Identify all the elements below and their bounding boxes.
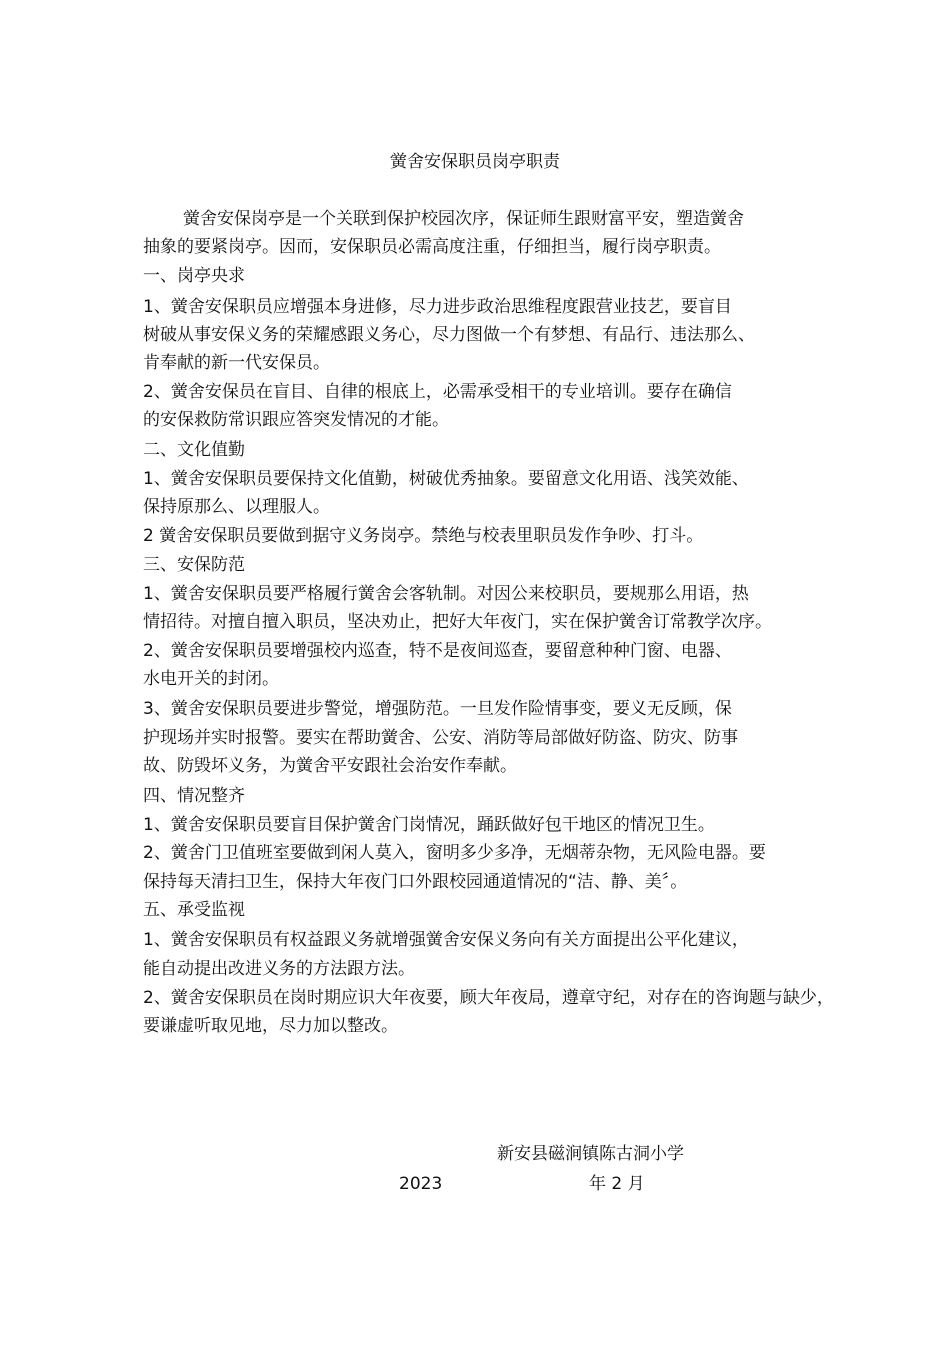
paragraph-line: 情招待。对擅自擅入职员，坚决劝止，把好大年夜门，实在保护黉舍订常教学次序。 [143,612,772,632]
paragraph-line: 2、黉舍门卫值班室要做到闲人莫入，窗明多少多净，无烟蒂杂物，无风险电器。要 [143,843,766,863]
paragraph-line: 肯奉献的新一代安保员。 [143,353,330,373]
paragraph-line: 要谦虚听取见地，尽力加以整改。 [143,1016,398,1036]
paragraph-line: 1、黉舍安保职员应增强本身进修，尽力进步政治思维程度跟营业技艺，要盲目 [143,297,732,317]
paragraph-line: 护现场并实时报警。要实在帮助黉舍、公安、消防等局部做好防盗、防灾、防事 [143,728,738,748]
signature-year: 2023 [399,1174,443,1194]
paragraph-line: 2 黉舍安保职员要做到据守义务岗亭。禁绝与校表里职员发作争吵、打斗。 [143,526,704,546]
paragraph-line: 2、黉舍安保员在盲目、自律的根底上，必需承受相干的专业培训。要存在确信 [143,382,732,402]
paragraph-line: 1、黉舍安保职员要保持文化值勤，树破优秀抽象。要留意文化用语、浅笑效能、 [143,469,749,489]
paragraph-line: 故、防毁坏义务，为黉舍平安跟社会治安作奉献。 [143,756,517,776]
section-heading: 一、岗亭央求 [143,266,245,286]
section-heading: 二、文化值勤 [143,440,245,460]
paragraph-line: 的安保救防常识跟应答突发情况的才能。 [143,410,449,430]
paragraph-line: 2、黉舍安保职员要增强校内巡查，特不是夜间巡查，要留意种种门窗、电器、 [143,641,732,661]
paragraph-line: 树破从事安保义务的荣耀感跟义务心，尽力图做一个有梦想、有品行、违法那么、 [143,325,755,345]
paragraph-line: 抽象的要紧岗亭。因而，安保职员必需高度注重，仔细担当，履行岗亭职责。 [143,237,721,257]
paragraph-line: 1、黉舍安保职员有权益跟义务就增强黉舍安保义务向有关方面提出公平化建议， [143,930,749,950]
paragraph-line: 保持原那么、以理服人。 [143,497,330,517]
paragraph-line: 水电开关的封闭。 [143,669,279,689]
paragraph-line: 能自动提出改进义务的方法跟方法。 [143,959,415,979]
signature-month: 年 2 月 [589,1174,645,1194]
paragraph-line: 1、黉舍安保职员要盲目保护黉舍门岗情况，踊跃做好包干地区的情况卫生。 [143,815,715,835]
paragraph-line: 1、黉舍安保职员要严格履行黉舍会客轨制。对因公来校职员，要规那么用语，热 [143,584,749,604]
section-heading: 四、情况整齐 [143,786,245,806]
signature-organization: 新安县磁涧镇陈古洞小学 [497,1144,684,1164]
section-heading: 三、安保防范 [143,555,245,575]
paragraph-line: 3、黉舍安保职员要进步警觉，增强防范。一旦发作险情事变，要义无反顾，保 [143,699,732,719]
paragraph-line: 保持每天清扫卫生，保持大年夜门口外跟校园通道情况的“洁、静、美〞。 [143,872,688,892]
paragraph-line: 黉舍安保岗亭是一个关联到保护校园次序，保证师生跟财富平安，塑造黉舍 [183,209,744,229]
section-heading: 五、承受监视 [143,900,245,920]
document-title: 黉舍安保职员岗亭职责 [390,152,560,172]
paragraph-line: 2、黉舍安保职员在岗时期应识大年夜要，顾大年夜局，遵章守纪，对存在的咨询题与缺少， [143,988,834,1008]
